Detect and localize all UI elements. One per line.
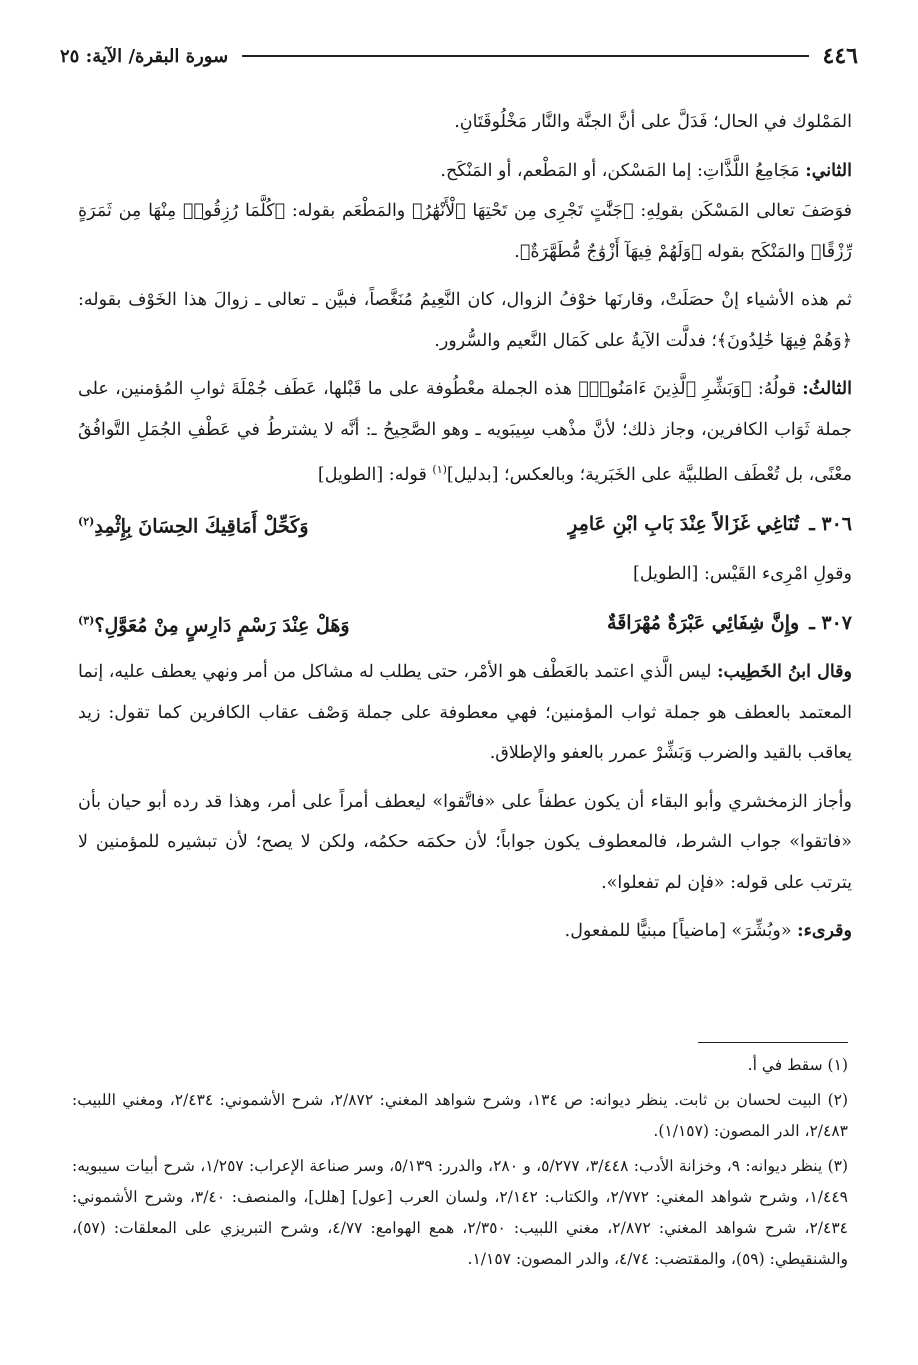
header-rule <box>242 55 808 57</box>
paragraph-1: المَمْلوك في الحال؛ فَدَلَّ على أنَّ الجنَّة والنَّار مَخْلُوقَتَانِ. <box>454 112 852 132</box>
paragraph-3: فوَصَفَ تعالى المَسْكَن بقولِهِ: ﴿جَنَّٰتٍ تَجْرِى مِن تَحْتِهَا ٱلْأَنْهَٰرُ﴾ والمَطْعَم بقوله: ﴿كُلَّمَا رُزِقُوا۟ مِنْهَا مِن ثَمَرَةٍ رِّزْقًا﴾ والمَنْكَح بقوله ﴿وَلَهُمْ فِيهَآ أَزْوَٰجٌ مُّطَهَّرَةٌ﴾. <box>78 201 852 262</box>
footnote-divider <box>698 1042 848 1043</box>
verse-307-first-hemistich: وإِنَّ شِفَائِي عَبْرَةٌ مُهْرَاقَةٌ <box>607 612 800 635</box>
footnote-3: (٣) ينظر ديوانه: ٩، وخزانة الأدب: ٣/٤٤٨، ٥/٢٧٧، و ٢٨٠، والدرر: ٥/١٣٩، وسر صناعة الإعراب: ١/٢٥٧، شرح أبيات سيبويه: ١/٤٤٩، وشرح شواهد المغني: ٢/٧٧٢، والكتاب: ٢/١٤٢، ولسان العرب [عول] [هلل]، والمنصف: ٣/٤٠، وشرح الأشموني: ٢/٤٣٤، شرح شواهد المغني: ٢/٨٧٢، مغني اللبيب: ٢/٣٥٠، همع الهوامع: ٤/٧٧، وشرح التبريزي على المعلقات: (٥٧)، والشنقيطي: (٥٩)، والمقتضب: ٤/٧٤، والدر المصون: ١/١٥٧. <box>72 1157 849 1268</box>
page-number: ٤٤٦ <box>822 43 858 69</box>
paragraph-5-end: قوله: [الطويل] <box>317 464 427 485</box>
footnote-ref-2: (٢) <box>78 515 95 529</box>
verse-307-second-hemistich <box>78 600 439 646</box>
paragraph-9-label: وقرىء: <box>797 921 852 942</box>
footnote-ref-1: (١) <box>432 463 447 476</box>
page-header <box>60 36 858 76</box>
verse-306-first-hemistich: تُنَاغِي غَزَالاً عِنْدَ بَابِ ابْنِ عَامِرٍ <box>568 513 800 536</box>
verse-307-number: ٣٠٧ ـ <box>809 612 852 635</box>
paragraph-9 <box>78 911 852 952</box>
main-text <box>78 102 852 952</box>
footnote-2: (٢) البيت لحسان بن ثابت. ينظر ديوانه: ص ١٣٤، وشرح شواهد المغني: ٢/٨٧٢، شرح الأشموني: ٢/٤٣٤، ومغني اللبيب: ٢/٤٨٣، الدر المصون: (١/١٥٧). <box>72 1091 849 1140</box>
paragraph-8: وأجاز الزمخشري وأبو البقاء أن يكون عطفاً على «فاتَّقوا» ليعطف أمراً على أمر، وهذا قد رده أبو حيان بأن «فاتقوا» جواب الشرط، فالمعطوف يكون جواباً؛ لأن حكمَه حكمُه، ولكن لا يصح؛ لأن تبشيره للمؤمنين لا يترتب على قوله: «فإن لم تفعلوا». <box>78 791 852 893</box>
verse-306-second-hemistich <box>78 501 439 547</box>
footnotes <box>72 1050 848 1279</box>
paragraph-7-text: ليس الَّذي اعتمد بالعَطْف هو الأمْر، حتى يطلب له مشاكل من أمر ونهي يعطف عليه، إنما المعتمد بالعطف هو جملة ثواب المؤمنين؛ فهي معطوفة على جملة وَصْف عقاب الكافرين كما تقول: زيد يعاقب بالقيد والضرب وَبَشِّرْ عمرر بالعفو والإطلاق. <box>78 662 852 764</box>
paragraph-4: ثم هذه الأشياء إنْ حصَلَتْ، وقارنَها خوْفُ الزوال، كان النَّعِيمُ مُنَغَّصاً، فبيَّن ـ تعالى ـ زوالَ هذا الخَوْف بقوله: ﴿وَهُمْ فِيهَا خَٰلِدُونَ﴾؛ فدلَّت الآيةُ على كَمَال النَّعيم والسُّرور. <box>78 290 852 351</box>
paragraph-6: وقولِ امْرِىء القَيْس: [الطويل] <box>633 563 852 584</box>
running-title: سورة البقرة/ الآية: ٢٥ <box>60 45 229 67</box>
paragraph-7-label: وقال ابنُ الخَطِيب: <box>717 662 852 683</box>
paragraph-2-text: مَجَامِعُ اللَّذَّاتِ: إما المَسْكن، أو المَطْعم، أو المَنْكَح. <box>440 160 800 181</box>
footnote-1: (١) سقط في أ. <box>747 1056 848 1074</box>
paragraph-5 <box>78 369 852 495</box>
paragraph-5-label: الثالثُ: <box>802 379 852 399</box>
paragraph-2-label: الثاني: <box>805 160 852 181</box>
footnote-ref-3: (٣) <box>78 614 95 628</box>
paragraph-5-text: قولُهُ: ﴿وَبَشِّرِ ٱلَّذِينَ ءَامَنُوا۟﴾ هذه الجملة معْطُوفة على ما قَبْلها، عَطَف جُمْلَةَ ثوابِ المُؤمنين، على جملة ثَوَاب الكافرين، وجاز ذلك؛ لأنَّ مذْهب سِيبَويه ـ وهو الصَّحِيحُ ـ: أنَّه لا يشترطُ في عَطْفِ الجُمَلِ التَّوافُقُ معْنًى، بل تُعْطَف الطلبيَّة على الخَبَرية؛ وبالعكس؛ [بدليل] <box>78 379 852 485</box>
paragraph-7 <box>78 652 852 774</box>
verse-306-number: ٣٠٦ ـ <box>809 513 852 536</box>
verse-306-second-text: وَكَحِّلْ أَمَاقِيكَ الحِسَانَ بِإِثْمِدِ <box>94 515 309 538</box>
paragraph-2 <box>78 151 852 192</box>
verse-306 <box>78 501 852 547</box>
verse-307-second-text: وَهَلْ عِنْدَ رَسْمٍ دَارِسٍ مِنْ مُعَوَّلِ؟ <box>94 614 350 637</box>
paragraph-9-text: «وبُشِّرَ» [ماضياً] مبنيًّا للمفعول. <box>564 921 792 942</box>
verse-307 <box>78 600 852 646</box>
